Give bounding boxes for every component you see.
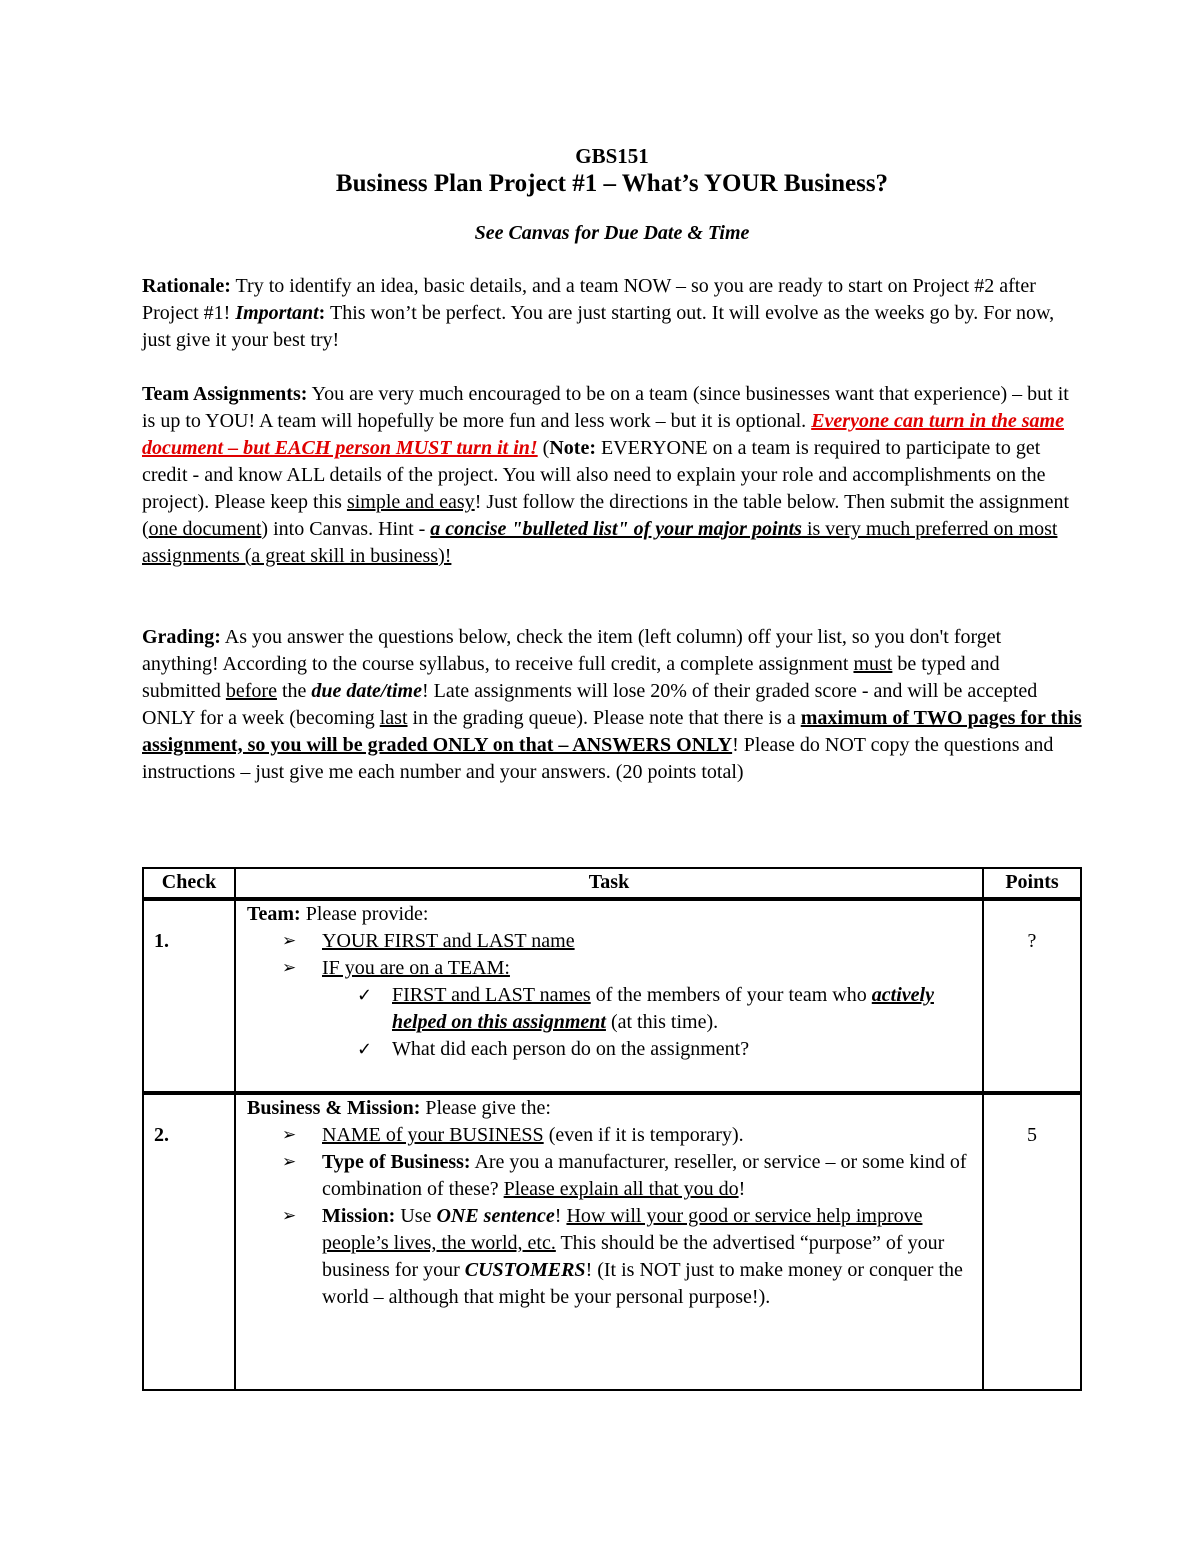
arrow-bullet-icon: ➢ [282,1206,297,1226]
red-warning-text: Everyone can turn in the same document – but EACH person MUST turn it in! [142,410,1064,459]
points-cell: ? [983,899,1081,1093]
rationale-label: Rationale: [142,275,231,297]
list-item: ➢ YOUR FIRST and LAST name [247,928,982,955]
header-check: Check [143,868,235,899]
list-item: ✓ FIRST and LAST names of the members of your team who actively helped on this assignment (at this time). [357,984,934,1033]
course-code: GBS151 [575,144,649,168]
note-label: Note: [549,437,596,459]
team-assignments-label: Team Assignments: [142,383,308,405]
max-pages-text: maximum of TWO pages for this assignment, so you will be graded ONLY on that – ANSWERS ONLY [142,707,1082,756]
rationale-paragraph: Rationale: Try to identify an idea, basic details, and a team NOW – so you are ready to start on Project #2 after Project #1! Important: This won’t be perfect. You are just starting out. It will evolve as the weeks go by. For now, just give it your best try! [142,275,1055,351]
check-cell: 2. [143,1093,235,1390]
one-document-text: one document [148,518,262,540]
team-assignments-paragraph: Team Assignments: You are very much encouraged to be on a team (since businesses want that experience) – but it is up to YOU! A team will hopefully be more fun and less work – but it is optional. Everyone can turn in the same document – but EACH person MUST turn it in! (Note: EVERYONE on a team is required to participate to get credit - and know ALL details of the project. You will also need to explain your role and accomplishments on the project). Please keep this simple and easy! Just follow the directions in the table below. Then submit the assignment (one document) into Canvas. Hint - a concise "bulleted list" of your major points is very much preferred on most assignments (a great skill in business)! [142,383,1070,567]
page-title: Business Plan Project #1 – What’s YOUR Business? [335,170,889,197]
points-cell: 5 [983,1093,1081,1390]
checkmark-bullet-icon: ✓ [357,1039,373,1060]
task-cell: Business & Mission: Please give the: ➢ NAME of your BUSINESS (even if it is temporary). ➢ Type of Business: Are you a manufacturer, reseller, or service – or some kind of combination of these? Please explain all that you do! ➢ Mission: Use ONE sentence! How will your good or service help improve people’s lives, the world, etc. This should be the advertised “purpose” of your business for your CUSTOMERS! (It is NOT just to make money or conquer the world – although that might be your personal purpose!). [235,1093,983,1390]
grading-paragraph: Grading: As you answer the questions below, check the item (left column) off your list, so you don't forget anything! According to the course syllabus, to receive full credit, a complete assignment must be typed and submitted before the due date/time! Late assignments will lose 20% of their graded score - and will be accepted ONLY for a week (becoming last in the grading queue). Please note that there is a maximum of TWO pages for this assignment, so you will be graded ONLY on that – ANSWERS ONLY! Please do NOT copy the questions and instructions – just give me each number and your answers. (20 points total) [142,626,1082,783]
table-row [143,899,1081,1093]
checkmark-bullet-icon: ✓ [357,985,373,1006]
task-cell: Team: Please provide: ➢ YOUR FIRST and LAST name ➢ IF you are on a TEAM: ✓ FIRST and LAST names of the members of your team who actively helped on this assignment (at this time). ✓ What did each person do on the assignment? [235,899,983,1093]
list-item: ➢ Type of Business: Are you a manufacturer, reseller, or service – or some kind of combination of these? Please explain all that you do! [282,1151,967,1200]
header-task: Task [235,868,983,899]
arrow-bullet-icon: ➢ [282,1125,297,1145]
table-header-row [143,868,1081,899]
check-cell: 1. [143,899,235,1093]
simple-easy-text: simple and easy [346,491,475,513]
list-item: ➢ NAME of your BUSINESS (even if it is temporary). [247,1122,982,1149]
grading-label: Grading: [142,626,221,648]
due-date-note: See Canvas for Due Date & Time [474,222,750,244]
hint-text: a concise "bulleted list" of your major points is very much preferred on most assignments (a great skill in business)! [142,518,1058,567]
arrow-bullet-icon: ➢ [282,958,297,978]
list-item: ➢ IF you are on a TEAM: [247,955,982,982]
arrow-bullet-icon: ➢ [282,1152,297,1172]
list-item: ✓ What did each person do on the assignment? [247,1036,982,1063]
header-points: Points [983,868,1081,899]
important-label: Important [235,302,319,324]
list-item: ➢ Mission: Use ONE sentence! How will your good or service help improve people’s lives, the world, etc. This should be the advertised “purpose” of your business for your CUSTOMERS! (It is NOT just to make money or conquer the world – although that might be your personal purpose!). [282,1205,963,1308]
table-row [143,1093,1081,1390]
arrow-bullet-icon: ➢ [282,931,297,951]
task-table [142,867,1082,1391]
